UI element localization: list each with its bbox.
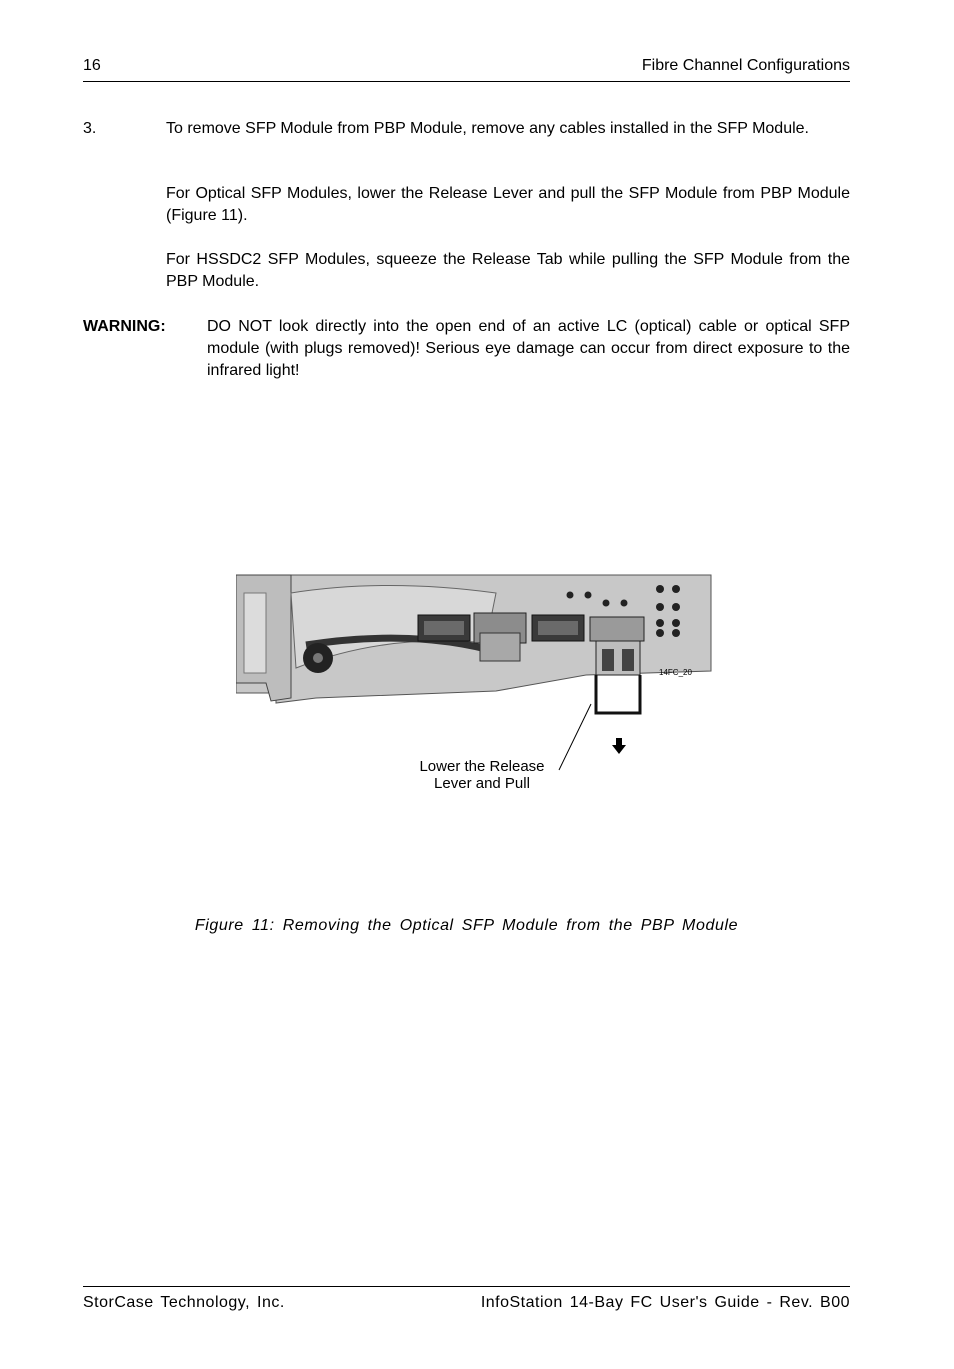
page-number: 16 [83, 57, 101, 74]
footer-doc-title: InfoStation 14-Bay FC User's Guide - Rev. B00 [480, 1294, 850, 1311]
figure-part-label: 14FC_20 [659, 668, 692, 677]
sfp-module-figure [236, 573, 716, 733]
step-text: To remove SFP Module from PBP Module, remove any cables installed in the SFP Module. [166, 120, 809, 137]
page-header [83, 57, 850, 82]
warning-text: DO NOT look directly into the open end of an active LC (optical) cable or optical SFP module (with plugs removed)! Serious eye damage can occur from direct exposure to the infrared light! [207, 318, 850, 379]
hssdc2-instructions: For HSSDC2 SFP Modules, squeeze the Release Tab while pulling the SFP Module from the PBP Module. [166, 251, 850, 290]
callout-line-2: Lever and Pull [434, 775, 530, 792]
optical-instructions: For Optical SFP Modules, lower the Release Lever and pull the SFP Module from PBP Module (Figure 11). [166, 185, 850, 224]
callout-leader-line [555, 700, 635, 780]
figure-caption: Figure 11: Removing the Optical SFP Module from the PBP Module [194, 917, 739, 934]
figure-callout [400, 758, 564, 792]
section-title: Fibre Channel Configurations [641, 57, 850, 74]
warning-label: WARNING: [83, 318, 166, 335]
footer-company: StorCase Technology, Inc. [83, 1294, 285, 1311]
page-footer [83, 1286, 850, 1311]
down-arrow-icon [612, 738, 626, 754]
step-number: 3. [83, 120, 97, 137]
callout-line-1: Lower the Release [419, 758, 545, 775]
